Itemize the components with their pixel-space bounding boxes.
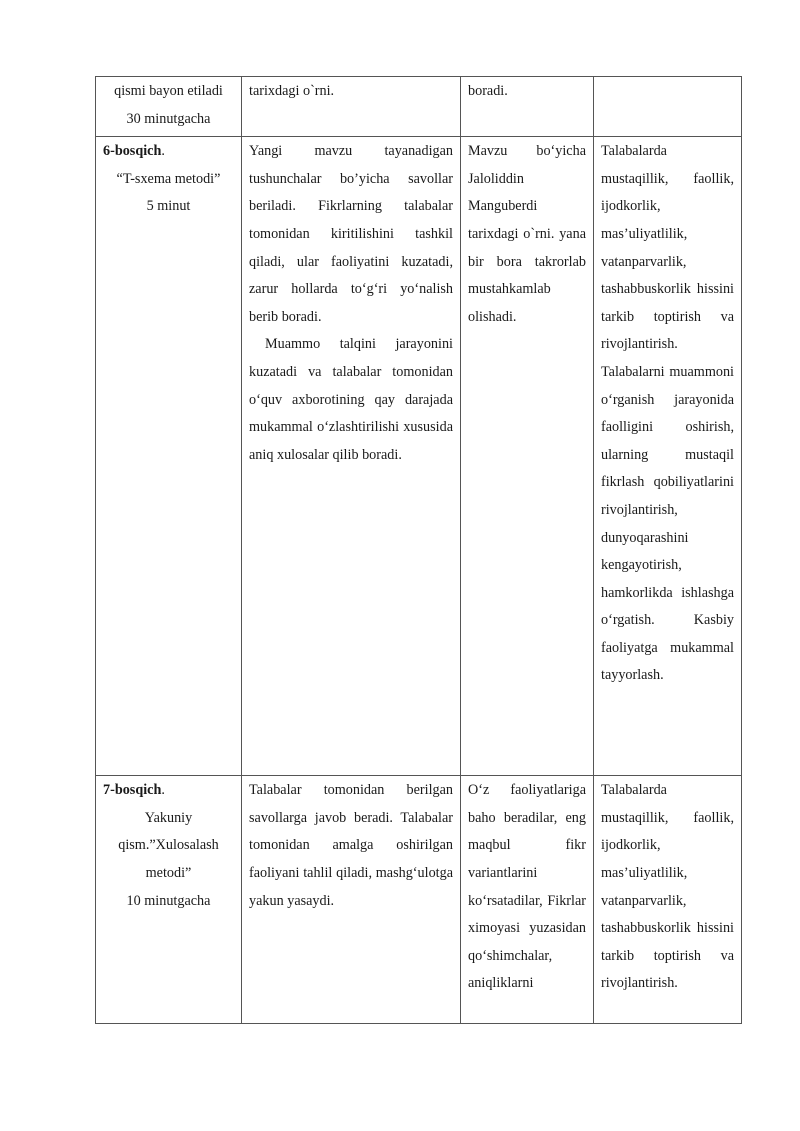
- table-row: [96, 77, 742, 137]
- table-row: [96, 776, 742, 1024]
- stage-cell: [96, 137, 242, 776]
- goal-cell: [594, 77, 742, 137]
- teacher-paragraph: Muammo talqini jarayonini kuzatadi va talabalar tomonidan o‘quv axborotining qay darajada mukammal o‘zlashtirilishi xususida aniq xulosalar qilib boradi.: [249, 336, 453, 463]
- stage-title-dot: .: [161, 782, 165, 799]
- stage-duration: 10 minutgacha: [126, 892, 211, 909]
- table-row: [96, 137, 742, 776]
- stage-line: qismi bayon etiladi: [114, 83, 223, 99]
- student-activity-cell: boradi.: [461, 77, 594, 137]
- stage-cell: [96, 776, 242, 1024]
- stage-title: 6-bosqich: [103, 143, 162, 160]
- goal-cell: Talabalarda mustaqillik, faollik, ijodkorlik, mas’uliyatlilik, vatanparvarlik, tashabbuskorlik hissini tarkib toptirish va rivojlantirish. Talabalarni muammoni o‘rganish jarayonida faolligini oshirish, ularning mustaqil fikrlash qobiliyatlarini rivojlantirish, dunyoqarashini kengayotirish, hamkorlikda ishlashga o‘rgatish. Kasbiy faoliyatga mukammal tayyorlash.: [594, 137, 742, 776]
- stage-line: qism.”Xulosalash: [118, 837, 219, 854]
- stage-cell: [96, 77, 242, 137]
- stage-duration: 30 minutgacha: [126, 110, 211, 127]
- stage-title-dot: .: [161, 143, 165, 160]
- lesson-plan-table: [95, 76, 742, 1024]
- student-activity-cell: O‘z faoliyatlariga baho beradilar, eng maqbul fikr variantlarini ko‘rsatadilar, Fikrlar ximoyasi yuzasidan qo‘shimchalar, aniqliklarni: [461, 776, 594, 1024]
- teacher-activity-cell: tarixdagi o`rni.: [242, 77, 461, 137]
- student-activity-cell: Mavzu bo‘yicha Jaloliddin Manguberdi tarixdagi o`rni. yana bir bora takrorlab mustahkamlab olishadi.: [461, 137, 594, 776]
- stage-line: Yakuniy: [144, 809, 193, 826]
- stage-duration: 5 minut: [146, 198, 191, 215]
- teacher-paragraph: Yangi mavzu tayanadigan tushunchalar bo’yicha savollar beriladi. Fikrlarning talabalar tomonidan kiritilishini tashkil qiladi, ular faoliyatini kuzatadi, zarur hollarda to‘g‘ri yo‘nalish berib boradi.: [249, 143, 453, 325]
- teacher-activity-cell: [242, 137, 461, 776]
- stage-method: “T-sxema metodi”: [116, 170, 221, 187]
- goal-cell: Talabalarda mustaqillik, faollik, ijodkorlik, mas’uliyatlilik, vatanparvarlik, tashabbuskorlik hissini tarkib toptirish va rivojlantirish.: [594, 776, 742, 1024]
- stage-line: metodi”: [145, 864, 192, 881]
- teacher-activity-cell: Talabalar tomonidan berilgan savollarga javob beradi. Talabalar tomonidan amalga oshirilgan faoliyani tahlil qiladi, mashg‘ulotga yakun yasaydi.: [242, 776, 461, 1024]
- stage-title: 7-bosqich: [103, 782, 162, 799]
